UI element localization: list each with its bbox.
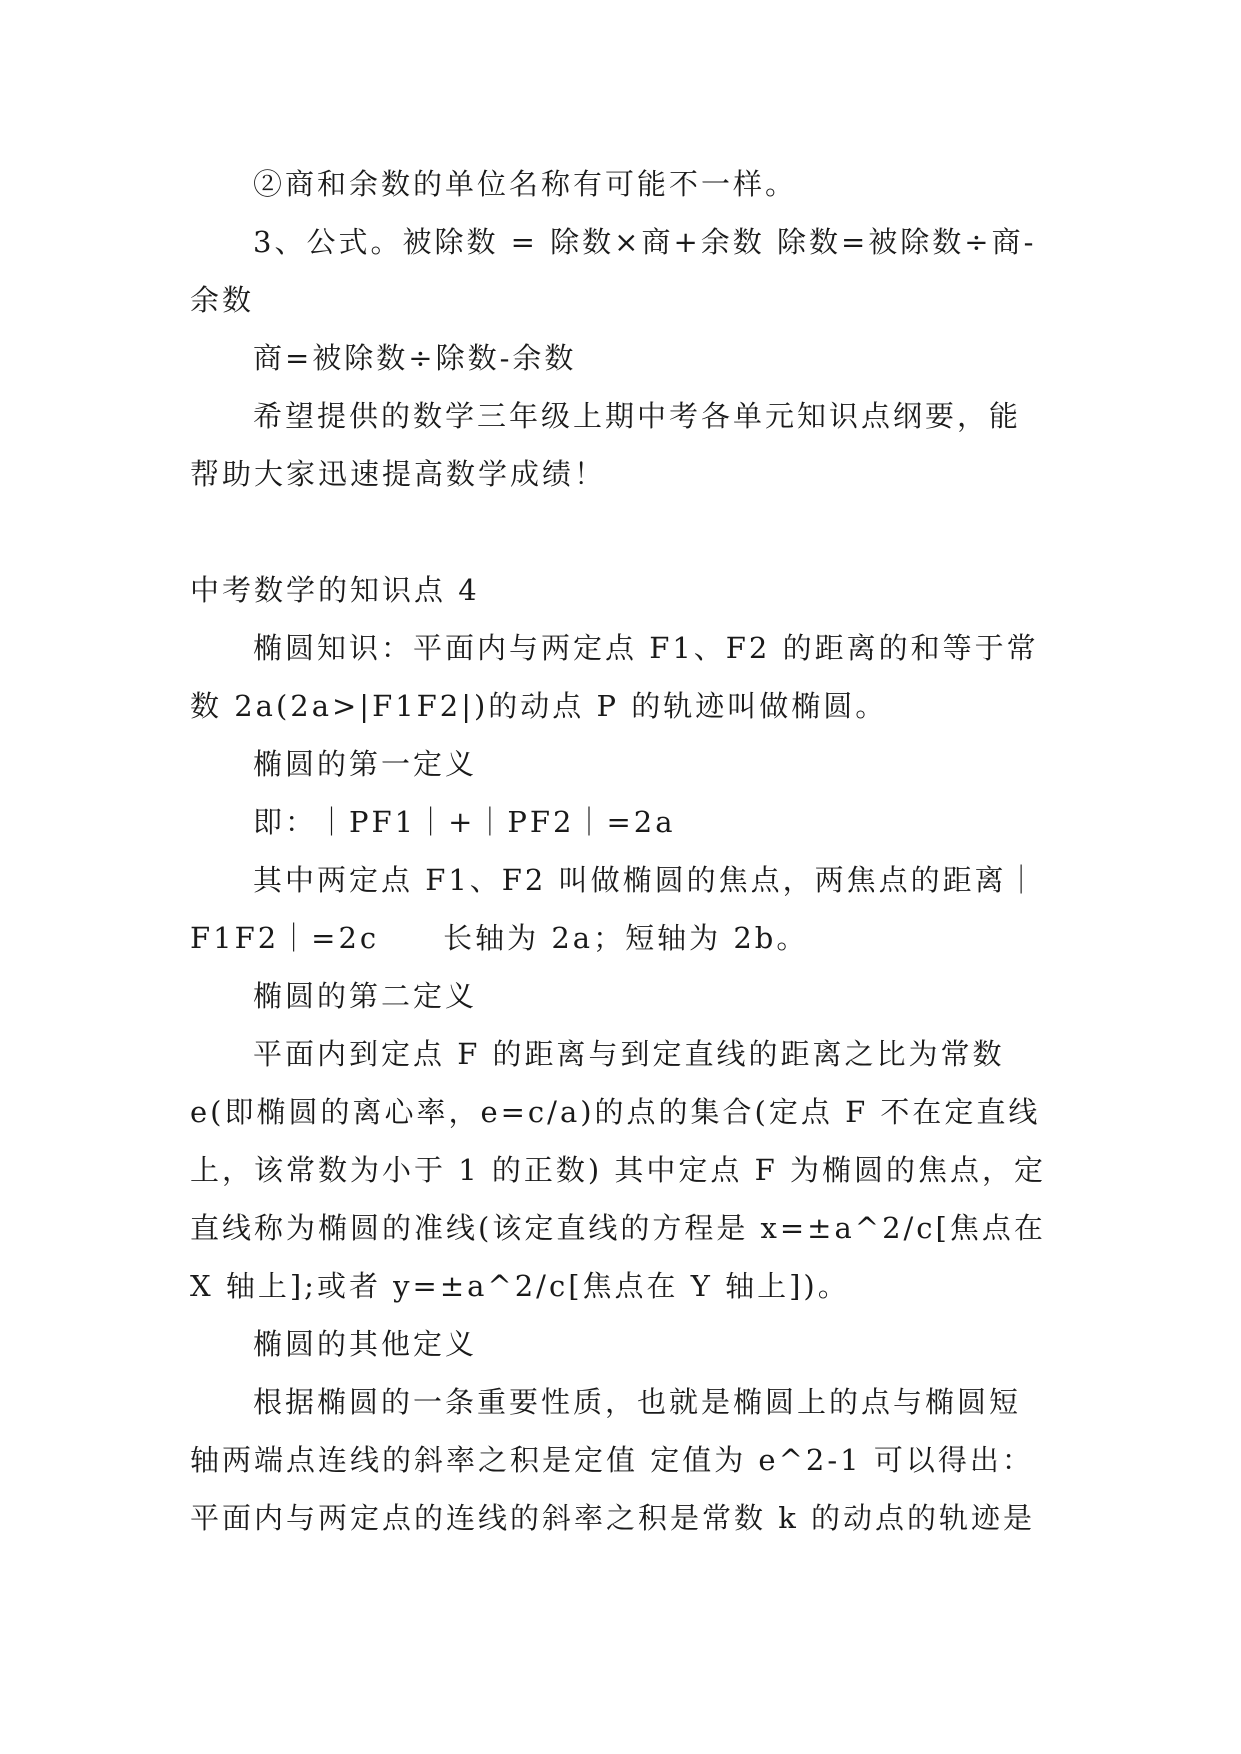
section-heading: 中考数学的知识点 4 (190, 573, 480, 607)
text-line: 数 2a(2a>|F1F2|)的动点 P 的轨迹叫做椭圆。 (190, 689, 888, 723)
text-line: ②商和余数的单位名称有可能不一样。 (253, 167, 798, 201)
text-line: e(即椭圆的离心率，e=c/a)的点的集合(定点 F 不在定直线 (190, 1095, 1041, 1129)
text-line: F1F2｜=2c 长轴为 2a；短轴为 2b。 (190, 921, 809, 955)
text-line: 上，该常数为小于 1 的正数) 其中定点 F 为椭圆的焦点，定 (190, 1153, 1046, 1187)
text-line: 即：｜PF1｜+｜PF2｜=2a (253, 805, 676, 839)
text-line: 其中两定点 F1、F2 叫做椭圆的焦点，两焦点的距离｜ (253, 863, 1039, 897)
text-line: 平面内到定点 F 的距离与到定直线的距离之比为常数 (253, 1037, 1005, 1071)
text-line: 3、公式。被除数 = 除数×商+余数 除数=被除数÷商- (253, 225, 1037, 259)
text-line: 椭圆的其他定义 (253, 1327, 478, 1361)
text-line: 直线称为椭圆的准线(该定直线的方程是 x=±a^2/c[焦点在 (190, 1211, 1046, 1245)
text-line: 椭圆的第二定义 (253, 979, 478, 1013)
text-line: 商=被除数÷除数-余数 (253, 341, 577, 375)
text-line: 椭圆知识：平面内与两定点 F1、F2 的距离的和等于常 (253, 631, 1039, 665)
text-line: 帮助大家迅速提高数学成绩！ (190, 457, 607, 491)
text-line: 希望提供的数学三年级上期中考各单元知识点纲要，能 (253, 399, 1022, 433)
text-line: 轴两端点连线的斜率之积是定值 定值为 e^2-1 可以得出： (190, 1443, 1034, 1477)
text-line: 平面内与两定点的连线的斜率之积是常数 k 的动点的轨迹是 (190, 1501, 1036, 1535)
text-line: X 轴上];或者 y=±a^2/c[焦点在 Y 轴上])。 (190, 1269, 850, 1303)
text-line: 椭圆的第一定义 (253, 747, 478, 781)
text-line: 根据椭圆的一条重要性质，也就是椭圆上的点与椭圆短 (253, 1385, 1022, 1419)
text-line: 余数 (190, 283, 255, 317)
